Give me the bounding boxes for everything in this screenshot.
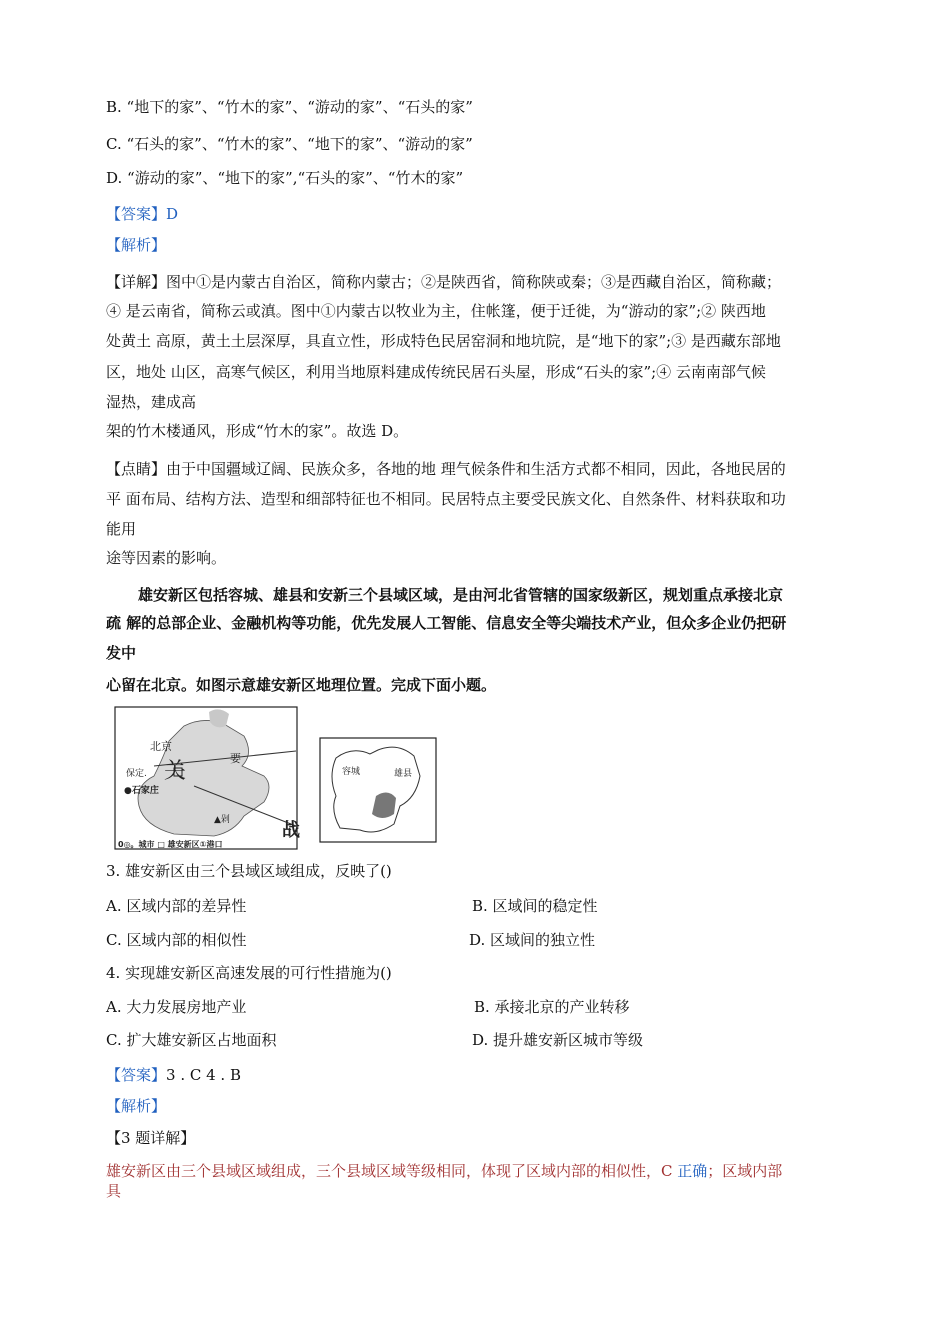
comment-line-3: 能用 xyxy=(106,520,137,538)
comment-line-2: 平 面布局、结构方法、造型和细部特征也不相同。民居特点主要受民族文化、自然条件、材料获取和功 xyxy=(106,490,786,508)
detail-line-2: ④ 是云南省，简称云或滇。图中①内蒙古以牧业为主，住帐篷，便于迁徙，为“游动的家”;② 陕西地 xyxy=(106,302,766,320)
q3-stem: 3. 雄安新区由三个县域区域组成，反映了() xyxy=(106,862,392,880)
overlay-guan: 关 xyxy=(164,759,187,784)
intro-line-1: 雄安新区包括容城、雄县和安新三个县域区域，是由河北省管辖的国家级新区，规划重点承接北京 xyxy=(138,586,784,604)
q4-option-b: B. 承接北京的产业转移 xyxy=(474,998,630,1016)
analysis-heading-1: 【解析】 xyxy=(106,236,167,254)
answer-label: 【答案】 xyxy=(106,205,167,223)
analysis-heading-2: 【解析】 xyxy=(106,1097,167,1115)
xiongan-location-map xyxy=(114,706,440,850)
intro-line-2: 疏 解的总部企业、金融机构等功能，优先发展人工智能、信息安全等尖端技术产业，但众多企业仍把研 xyxy=(106,614,787,632)
label-shijiazhuang: ●石家庄 xyxy=(124,786,159,796)
detail-line-4: 区，地处 山区，高寒气候区，利用当地原料建成传统民居石头屋，形成“石头的家”;④ 云南南部气候 xyxy=(106,363,766,381)
detail-3-heading: 【3 题详解】 xyxy=(106,1129,196,1147)
label-beijing: 北京 xyxy=(150,740,172,753)
overlay-yao: 要 xyxy=(230,752,241,765)
detail-label: 【详解】 xyxy=(106,273,167,291)
q4-stem: 4. 实现雄安新区高速发展的可行性措施为() xyxy=(106,964,392,982)
answer-value: D xyxy=(166,205,179,223)
answer-2 xyxy=(106,1064,241,1086)
map-legend: 0◎。城市 □ 雄安新区①港口 xyxy=(118,840,223,849)
comment-line-1: 【点睛】由于中国疆域辽阔、民族众多，各地的地 理气候条件和生活方式都不相同，因此，各地民居的 xyxy=(106,460,786,478)
option-d: D. “游动的家”、“地下的家”,“石头的家”、“竹木的家” xyxy=(106,169,464,187)
q3-option-c: C. 区域内部的相似性 xyxy=(106,931,247,949)
answer-1 xyxy=(106,203,178,225)
answer-2-label: 【答案】 xyxy=(106,1066,167,1084)
q3-option-d: D. 区域间的独立性 xyxy=(469,931,596,949)
option-b: B. “地下的家”、“竹木的家”、“游动的家”、“石头的家” xyxy=(106,98,473,116)
detail-line-3: 处黄土 高原，黄土土层深厚，具直立性，形成特色民居窑洞和地坑院，是“地下的家”;③ 是西藏东部地 xyxy=(106,332,781,350)
label-rongcheng: 容城 xyxy=(342,767,361,777)
q4-option-a: A. 大力发展房地产业 xyxy=(106,998,247,1016)
label-mountain: ▲剁 xyxy=(214,815,230,825)
q3-option-a: A. 区域内部的差异性 xyxy=(106,897,247,915)
detail-line-5: 湿热，建成高 xyxy=(106,393,197,411)
label-xiongxian: 雄县 xyxy=(394,769,413,779)
q3-option-b: B. 区域间的稳定性 xyxy=(472,897,598,915)
intro-line-4: 心留在北京。如图示意雄安新区地理位置。完成下面小题。 xyxy=(106,676,497,694)
detail-line-6: 架的竹木楼通风，形成“竹木的家”。故选 D。 xyxy=(106,422,409,440)
option-c: C. “石头的家”、“竹木的家”、“地下的家”、“游动的家” xyxy=(106,135,473,153)
label-baoding: 保定. xyxy=(126,769,147,779)
q4-option-c: C. 扩大雄安新区占地面积 xyxy=(106,1031,277,1049)
comment-line-4: 途等因素的影响。 xyxy=(106,549,227,567)
answer-2-value: 3 . C 4 . B xyxy=(166,1066,241,1084)
comment-label: 【点睛】 xyxy=(106,460,167,478)
detail-line-1: 【详解】图中①是内蒙古自治区，简称内蒙古；②是陕西省，简称陕或秦；③是西藏自治区，简称藏； xyxy=(106,273,782,291)
q4-option-d: D. 提升雄安新区城市等级 xyxy=(472,1031,644,1049)
intro-line-3: 发中 xyxy=(106,644,137,662)
explain-3-line-2: 具 xyxy=(106,1182,122,1200)
overlay-zhan: 战 xyxy=(282,820,300,841)
explain-3-line-1: 雄安新区由三个县域区域组成，三个县域区域等级相同，体现了区域内部的相似性，C 正确；区域内部 xyxy=(106,1162,783,1180)
